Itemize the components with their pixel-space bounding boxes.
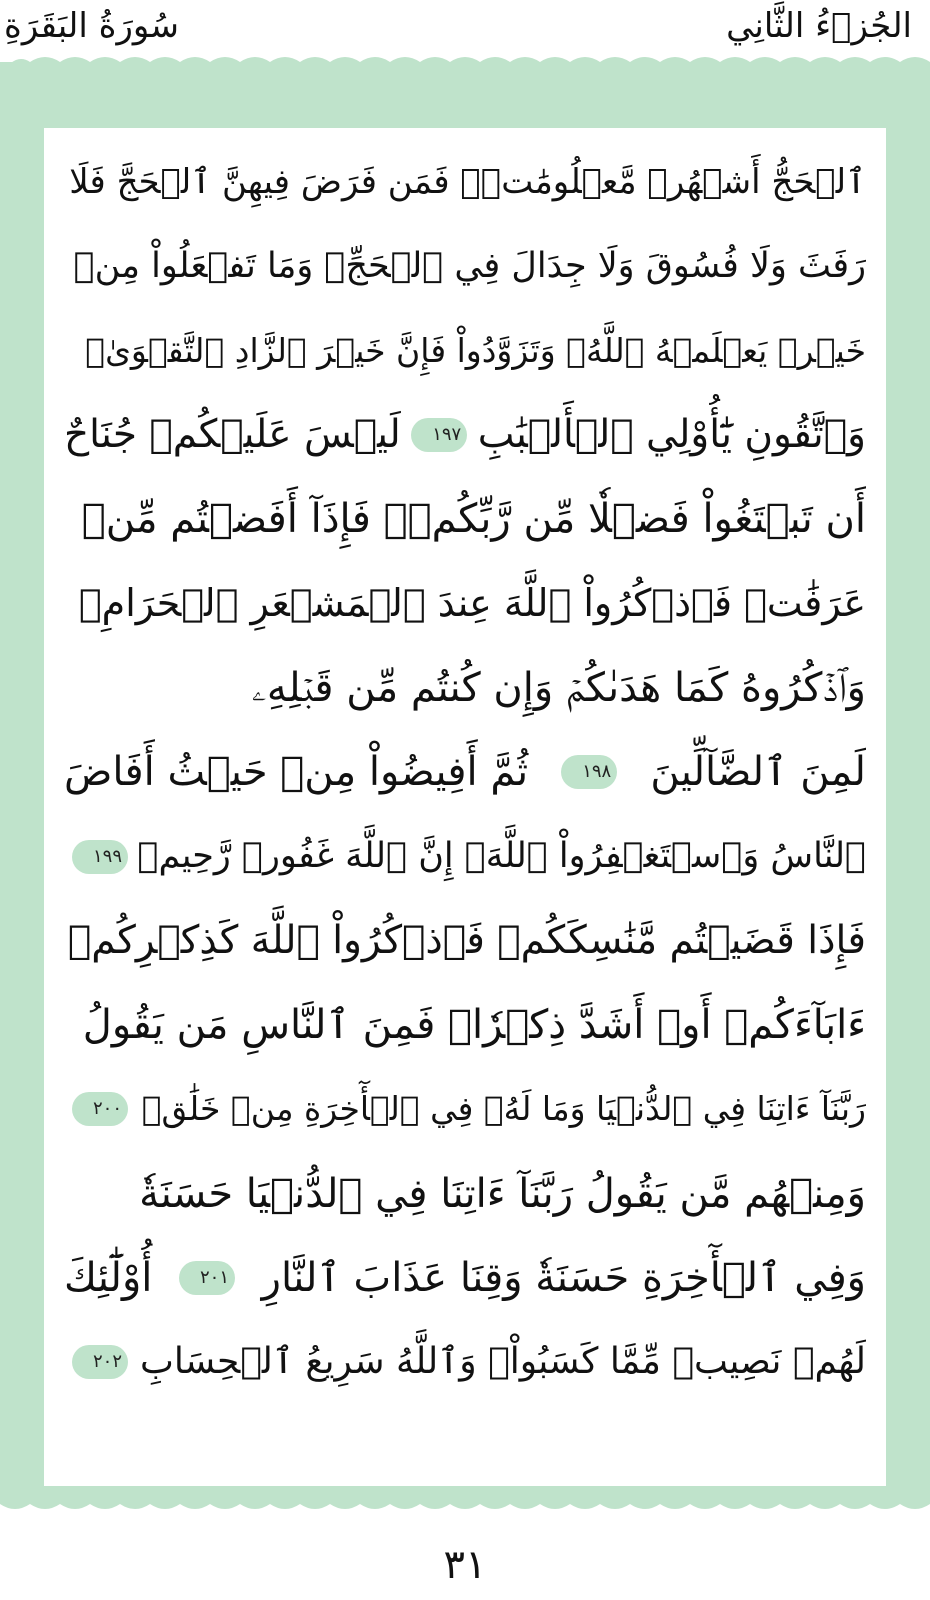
ayah-number-marker: ١٩٩ — [72, 840, 128, 874]
verse-line — [64, 309, 866, 393]
verse-text: رَفَثَ وَلَا فُسُوقَ وَلَا جِدَالَ فِي ٱلۡحَجِّۗ وَمَا تَفۡعَلُواْ مِنۡ — [73, 246, 866, 287]
verse-line — [64, 814, 866, 898]
verse-text: وَمِنۡهُم مَّن يَقُولُ رَبَّنَآ ءَاتِنَا فِي ٱلدُّنۡيَا حَسَنَةٗ — [139, 1170, 866, 1217]
ayah-number-marker: ٢٠٢ — [72, 1345, 128, 1379]
verse-line — [64, 1152, 866, 1236]
verse-line — [64, 983, 866, 1067]
verse-text: ثُمَّ أَفِيضُواْ مِنۡ حَيۡثُ أَفَاضَ — [64, 749, 529, 796]
verse-line — [64, 561, 866, 645]
verse-line — [64, 140, 866, 224]
verse-text: فَإِذَا قَضَيۡتُم مَّنَٰسِكَكُمۡ فَٱذۡكُرُواْ ٱللَّهَ كَذِكۡرِكُمۡ — [67, 917, 866, 963]
verse-line — [64, 1320, 866, 1404]
verse-text: لَهُمۡ نَصِيبٞ مِّمَّا كَسَبُواْۚ وَٱللَّهُ سَرِيعُ ٱلۡحِسَابِ — [140, 1341, 866, 1383]
verse-text: عَرَفَٰتٖ فَٱذۡكُرُواْ ٱللَّهَ عِندَ ٱلۡمَشۡعَرِ ٱلۡحَرَامِۖ — [78, 581, 866, 626]
verse-line — [64, 224, 866, 308]
ayah-number-marker: ١٩٧ — [411, 418, 467, 452]
verse-text: ٱلۡحَجُّ أَشۡهُرٞ مَّعۡلُومَٰتٞۚ فَمَن فَرَضَ فِيهِنَّ ٱلۡحَجَّ فَلَا — [69, 162, 866, 202]
verse-text: وَفِي ٱلۡأٓخِرَةِ حَسَنَةٗ وَقِنَا عَذَابَ ٱلنَّارِ — [261, 1254, 866, 1301]
frame-scallop-bottom — [0, 1490, 930, 1514]
ayah-number-marker: ٢٠١ — [179, 1261, 235, 1295]
verse-line — [64, 730, 866, 814]
verse-text: وَٱذۡكُرُوهُ كَمَا هَدَىٰكُمۡ وَإِن كُنتُم مِّن قَبۡلِهِۦ — [251, 664, 866, 711]
verse-line — [64, 646, 866, 730]
ayah-number-marker: ١٩٨ — [561, 755, 617, 789]
juz-label: الجُزۡءُ الثَّانِي — [726, 6, 912, 46]
verse-line — [64, 477, 866, 561]
verse-line — [64, 393, 866, 477]
verse-text: وَٱتَّقُونِ يَٰٓأُوْلِي ٱلۡأَلۡبَٰبِ — [477, 411, 866, 457]
verse-text: ٱلنَّاسُ وَٱسۡتَغۡفِرُواْ ٱللَّهَۚ إِنَّ ٱللَّهَ غَفُورٞ رَّحِيمٞ — [137, 836, 866, 877]
verse-text: لَيۡسَ عَلَيۡكُمۡ جُنَاحٌ — [64, 411, 401, 457]
verse-text: لَمِنَ ٱلضَّآلِّينَ — [650, 749, 866, 796]
verse-line — [64, 1067, 866, 1151]
quran-text — [64, 140, 866, 1404]
verse-line — [64, 1236, 866, 1320]
page-number: ٣١ — [443, 1542, 487, 1588]
surah-label: سُورَةُ البَقَرَةِ — [4, 6, 179, 46]
verse-text: أُوْلَٰٓئِكَ — [64, 1254, 153, 1301]
verse-text: أَن تَبۡتَغُواْ فَضۡلٗا مِّن رَّبِّكُمۡۚ فَإِذَآ أَفَضۡتُم مِّنۡ — [81, 496, 866, 543]
verse-text: خَيۡرٖ يَعۡلَمۡهُ ٱللَّهُۗ وَتَزَوَّدُواْ فَإِنَّ خَيۡرَ ٱلزَّادِ ٱلتَّقۡوَىٰۖ — [85, 330, 866, 370]
verse-line — [64, 899, 866, 983]
verse-text: رَبَّنَآ ءَاتِنَا فِي ٱلدُّنۡيَا وَمَا لَهُۥ فِي ٱلۡأٓخِرَةِ مِنۡ خَلَٰقٖ — [141, 1089, 866, 1129]
ayah-number-marker: ٢٠٠ — [72, 1092, 128, 1126]
verse-text: ءَابَآءَكُمۡ أَوۡ أَشَدَّ ذِكۡرٗاۗ فَمِنَ ٱلنَّاسِ مَن يَقُولُ — [82, 1001, 866, 1048]
